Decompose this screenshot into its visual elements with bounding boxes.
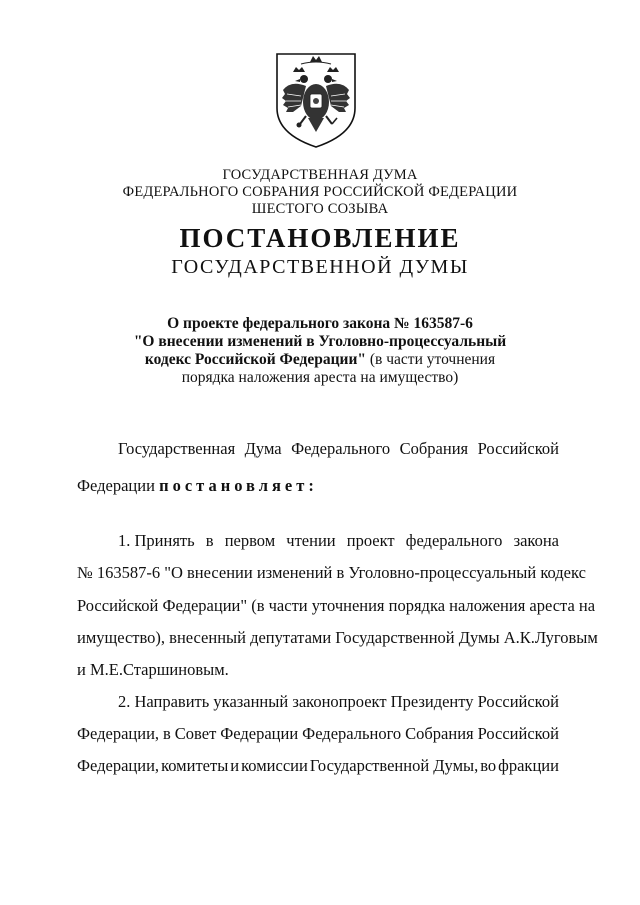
subject-line-1-text: О проекте федерального закона № 163587-6 bbox=[167, 315, 473, 332]
header-line-convocation: ШЕСТОГО СОЗЫВА bbox=[251, 201, 389, 217]
preamble-line-1 bbox=[118, 439, 559, 459]
preamble-word: Российской bbox=[477, 439, 559, 458]
header-line-federal-assembly: ФЕДЕРАЛЬНОГО СОБРАНИЯ РОССИЙСКОЙ ФЕДЕРАЦИИ bbox=[122, 184, 518, 200]
para2-word: Собрания bbox=[405, 724, 474, 743]
subject-line-3-bold: кодекс Российской Федерации" bbox=[144, 351, 367, 368]
preamble-federation: Федерации bbox=[77, 476, 160, 495]
document-title: ПОСТАНОВЛЕНИЕ bbox=[179, 223, 461, 253]
preamble-word: Собрания bbox=[399, 439, 469, 458]
para1-line-3: Российской Федерации" (в части уточнения порядка наложения ареста на bbox=[77, 596, 596, 615]
para2-word: во bbox=[480, 756, 497, 775]
subject-line-2 bbox=[0, 332, 640, 351]
preamble-word: Дума bbox=[244, 439, 282, 458]
para2-line-3 bbox=[77, 756, 559, 776]
para2-word: законопроект bbox=[292, 692, 387, 711]
document-subtitle: ГОСУДАРСТВЕННОЙ ДУМЫ bbox=[171, 256, 469, 278]
para2-word: Федерации, bbox=[77, 724, 160, 743]
para1-word: первом bbox=[224, 531, 276, 550]
para1-line-4: имущество), внесенный депутатами Государственной Думы А.К.Луговым bbox=[77, 628, 598, 647]
para2-word: Федерации, bbox=[77, 756, 160, 775]
para1-line-2: № 163587-6 "О внесении изменений в Уголовно-процессуальный кодекс bbox=[77, 563, 586, 582]
para1-word: закона bbox=[513, 531, 559, 550]
subject-line-4: порядка наложения ареста на имущество) bbox=[181, 369, 459, 386]
preamble-resolves: постановляет: bbox=[159, 476, 318, 495]
para2-word: комиссии bbox=[241, 756, 308, 775]
header-line-duma: ГОСУДАРСТВЕННАЯ ДУМА bbox=[222, 167, 418, 183]
para2-word: комитеты bbox=[161, 756, 229, 775]
para2-word: и bbox=[230, 756, 240, 775]
para1-word: 1. Принять bbox=[118, 531, 195, 550]
para2-word: Федерального bbox=[302, 724, 402, 743]
para1-word: в bbox=[205, 531, 214, 550]
para1-line-5: и М.Е.Старшиновым. bbox=[77, 660, 229, 679]
preamble-word: Федерального bbox=[291, 439, 391, 458]
para2-word: Совет bbox=[174, 724, 217, 743]
para2-word: в bbox=[163, 724, 171, 743]
para2-word: Президенту bbox=[390, 692, 474, 711]
para2-word: Федерации bbox=[220, 724, 299, 743]
para1-line-1 bbox=[118, 531, 559, 551]
subject-line-1 bbox=[0, 314, 640, 333]
preamble-word: Государственная bbox=[118, 439, 236, 458]
para1-word: чтении bbox=[286, 531, 336, 550]
para2-line-2 bbox=[77, 724, 559, 744]
para2-word: Российской bbox=[477, 692, 559, 711]
para1-word: федерального bbox=[405, 531, 503, 550]
para2-line-1 bbox=[118, 692, 559, 712]
para2-word: 2. Направить bbox=[118, 692, 210, 711]
para2-word: указанный bbox=[213, 692, 289, 711]
para2-word: Государственной Думы, bbox=[309, 756, 479, 775]
subject-line-3 bbox=[0, 350, 640, 369]
preamble-line-2 bbox=[77, 476, 318, 496]
subject-line-3-rest: (в части уточнения bbox=[366, 351, 496, 368]
subject-line-2-text: "О внесении изменений в Уголовно-процессуальный bbox=[133, 333, 507, 350]
coat-of-arms-emblem bbox=[271, 50, 361, 150]
para1-word: проект bbox=[346, 531, 395, 550]
para2-word: фракции bbox=[498, 756, 559, 775]
para2-word: Российской bbox=[477, 724, 559, 743]
